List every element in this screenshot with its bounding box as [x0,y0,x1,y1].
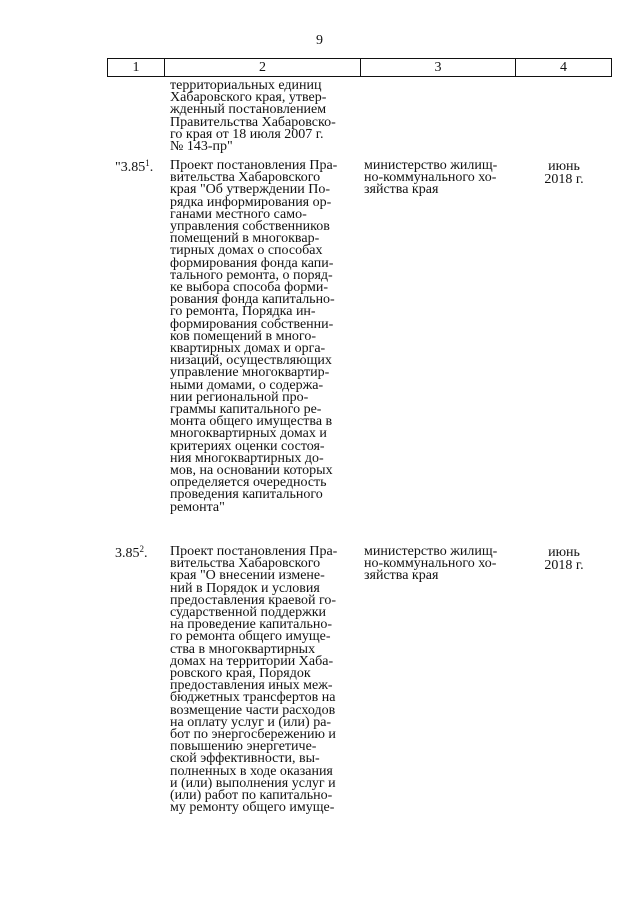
page-number: 9 [316,33,323,48]
item-number-superscript: 1 [145,158,150,168]
item-number-main: "3.85 [115,160,146,175]
item-number-superscript: 2 [139,544,144,554]
item-date: июнь 2018 г. [544,545,584,573]
column-header-3: 3 [360,59,515,76]
item-responsible: министерство жилищ- но-коммунального хо- зяйства края [364,544,498,584]
item-date: июнь 2018 г. [544,159,584,187]
item-number-suffix: . [144,546,148,561]
column-header-4: 4 [515,59,611,76]
column-header-2: 2 [164,59,360,76]
column-header-1: 1 [132,60,140,75]
item-number-suffix: . [149,160,154,175]
item-title: Проект постановления Пра- вительства Хабаровского края "Об утверждении По- рядка информирования ор- ганами местного само- управления собственников помещений в многоквар- тирных домах о способах формирования фонда капи- тального ремонта, о поряд- ке выбора способа форми- рования фонда капитально- го ремонта, Порядка ин- формирования собственни- ков помещений в много- квартирных домах и орга- низаций, осуществляющих управление многоквартир- ными домами, о содержа- нии региональной про- граммы капитального ре- монта общего имущества в многоквартирных домах и критериях оценки состоя- ния многоквартирных до- мов, на основании которых определяется очередность проведения капитального ремонта" [170,158,338,515]
table-header-row [107,58,612,77]
item-number-main: 3.85 [115,546,140,561]
item-number [115,160,153,176]
continuation-text: территориальных единиц Хабаровского края, утвер- жденный постановлением Правительства Хабаровско- го края от 18 июля 2007 г. № 143-пр" [170,78,336,155]
item-number [115,546,148,562]
item-responsible: министерство жилищ- но-коммунального хо- зяйства края [364,158,498,198]
item-title: Проект постановления Пра- вительства Хабаровского края "О внесении измене- ний в Порядок и условия предоставления краевой го- сударственной поддержки на проведение капитально- го ремонта общего имуще- ства в многоквартирных домах на территории Хаба- ровского края, Порядок предоставления иных меж- бюджетных трансфертов на возмещение части расходов на оплату услуг и (или) ра- бот по энергосбережению и повышению энергетиче- ской эффективности, вы- полненных в ходе оказания и (или) выполнения услуг и (или) работ по капитально- му ремонту общего имуще- [170,544,338,816]
